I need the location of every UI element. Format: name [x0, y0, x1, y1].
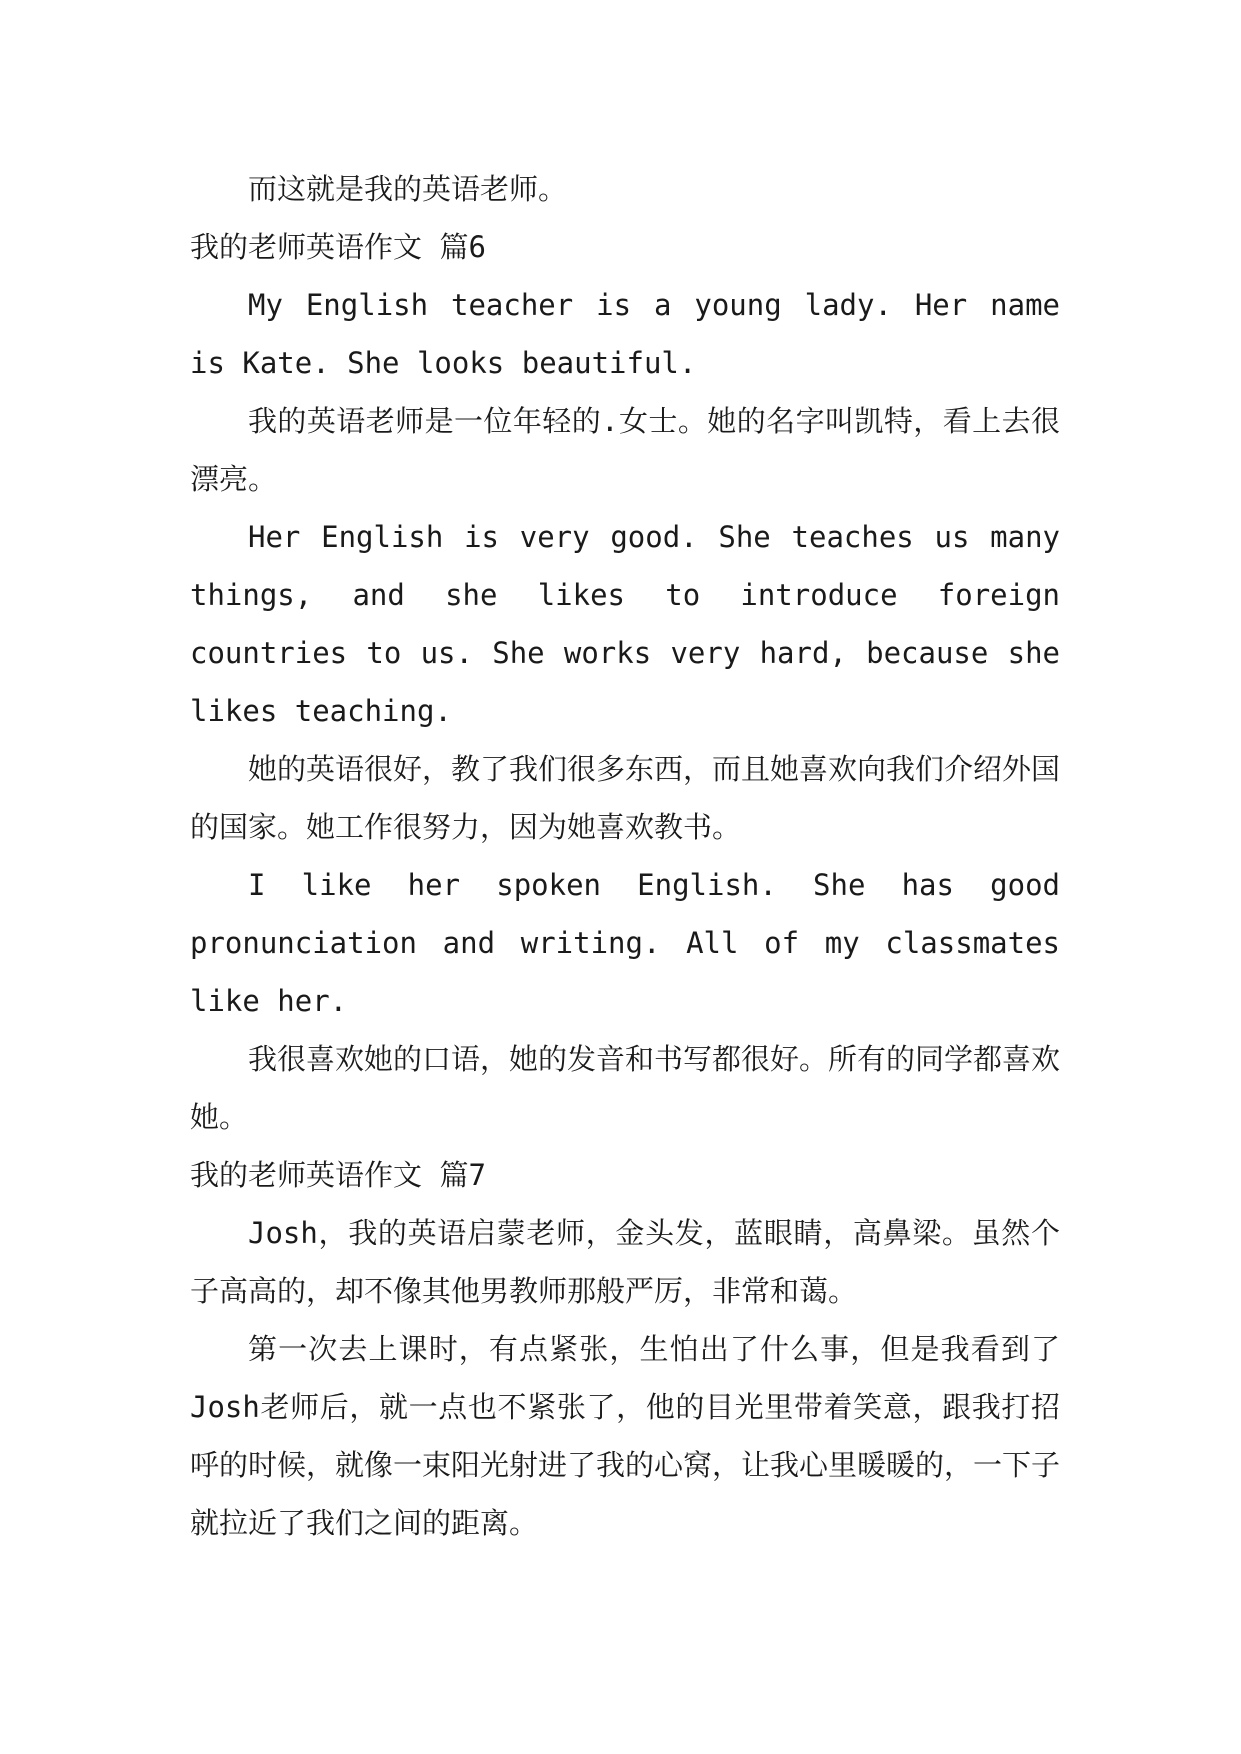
paragraph-josh-intro: Josh，我的英语启蒙老师，金头发，蓝眼睛，高鼻梁。虽然个子高高的，却不像其他男教师那般严厉，非常和蔼。	[190, 1216, 1060, 1308]
paragraph-english-3: I like her spoken English. She has good pronunciation and writing. All of my classmates like her.	[190, 868, 1060, 1018]
section-heading-6: 我的老师英语作文 篇6	[190, 230, 486, 264]
paragraph-english-2: Her English is very good. She teaches us many things, and she likes to introduce foreign countries to us. She works very hard, because she likes teaching.	[190, 520, 1060, 728]
paragraph-chinese-2: 她的英语很好，教了我们很多东西，而且她喜欢向我们介绍外国的国家。她工作很努力，因为她喜欢教书。	[190, 752, 1061, 844]
document-body	[190, 160, 1060, 1552]
paragraph-chinese-1: 我的英语老师是一位年轻的.女士。她的名字叫凯特，看上去很漂亮。	[190, 404, 1060, 496]
paragraph-closing: 而这就是我的英语老师。	[248, 172, 568, 206]
paragraph-english-1: My English teacher is a young lady. Her name is Kate. She looks beautiful.	[190, 288, 1060, 380]
section-heading-7: 我的老师英语作文 篇7	[190, 1158, 486, 1192]
paragraph-chinese-3: 我很喜欢她的口语，她的发音和书写都很好。所有的同学都喜欢她。	[190, 1042, 1061, 1134]
paragraph-first-class: 第一次去上课时，有点紧张，生怕出了什么事，但是我看到了Josh老师后，就一点也不紧张了，他的目光里带着笑意，跟我打招呼的时候，就像一束阳光射进了我的心窝，让我心里暖暖的，一下子就拉近了我们之间的距离。	[190, 1332, 1061, 1540]
